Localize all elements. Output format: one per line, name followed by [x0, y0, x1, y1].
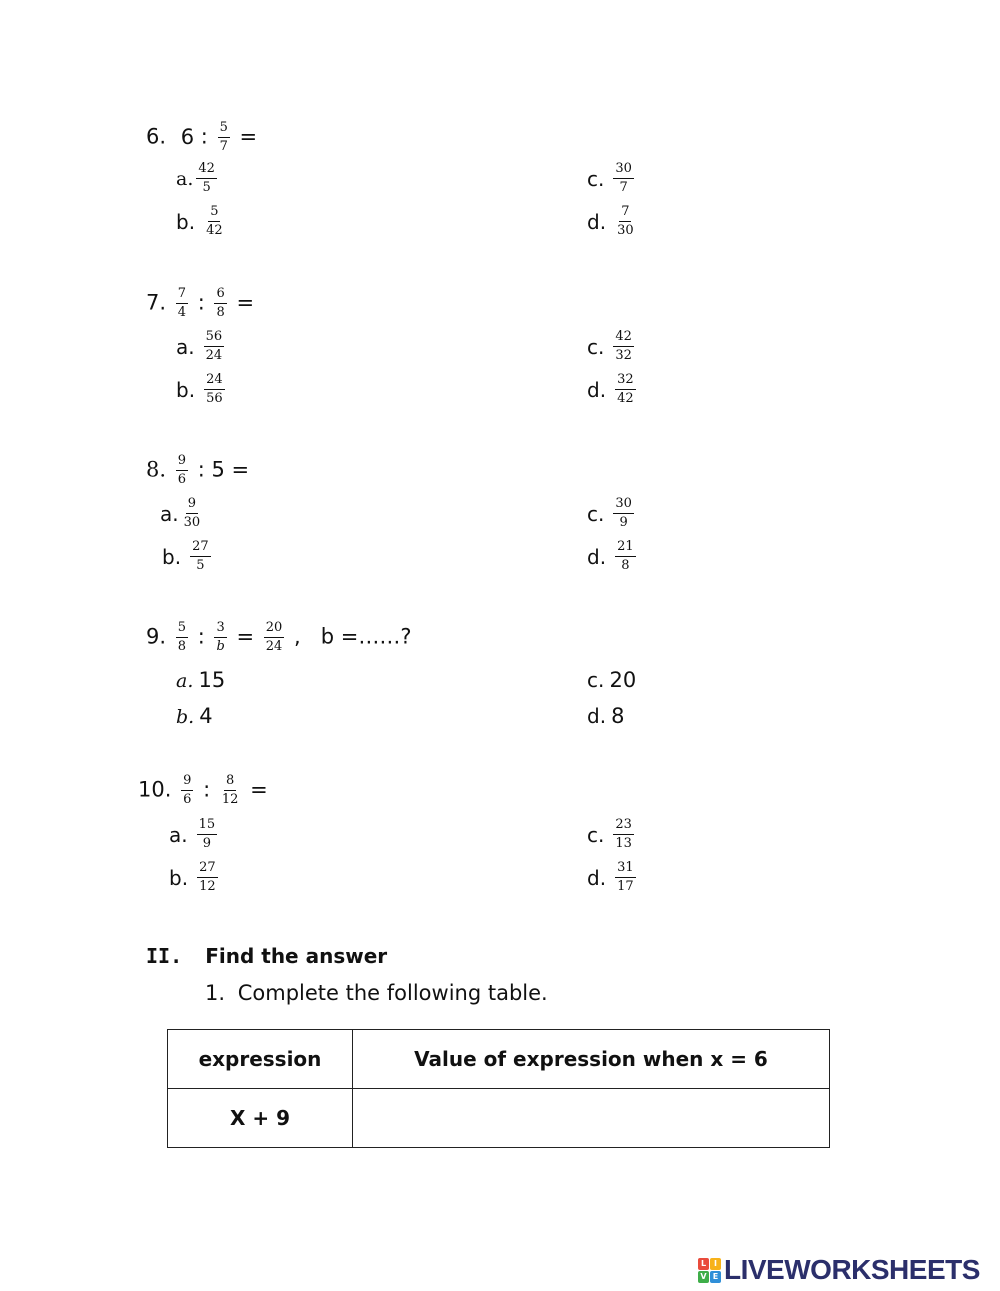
stem-operator: :: [200, 124, 208, 149]
table-cell-expression: X + 9: [168, 1089, 353, 1148]
question-6-option-c[interactable]: [587, 161, 637, 196]
option-fraction: $\frac{56}{24}$: [205, 329, 223, 363]
logo-mark-icon: [698, 1258, 721, 1283]
stem-fraction-1: $\frac{7}{4}$: [177, 286, 187, 320]
option-label: c.: [587, 668, 605, 692]
stem-fraction: $\frac{5}{7}$: [219, 120, 228, 154]
option-label: a.: [169, 822, 188, 847]
option-fraction: $\frac{27}{12}$: [199, 860, 216, 894]
stem-fraction-3: $\frac{20}{24}$: [265, 620, 283, 654]
stem-tail: , b =……?: [294, 624, 412, 649]
table-row: [168, 1089, 830, 1148]
stem-fraction-1: $\frac{5}{8}$: [177, 620, 187, 654]
stem-fraction-2: $\frac{6}{8}$: [216, 286, 225, 320]
question-8-option-c[interactable]: [587, 496, 637, 531]
option-fraction: $\frac{15}{9}$: [198, 817, 216, 851]
option-fraction: $\frac{5}{42}$: [206, 204, 223, 238]
section-numeral: II.: [146, 944, 183, 968]
liveworksheets-logo: [698, 1254, 980, 1286]
option-label: a.: [176, 167, 194, 190]
option-label: a.: [176, 670, 194, 692]
option-fraction: $\frac{42}{32}$: [615, 329, 632, 363]
option-label: c.: [587, 501, 605, 526]
option-value: 8: [611, 704, 625, 728]
question-7-option-d[interactable]: [587, 372, 639, 407]
option-fraction: $\frac{24}{56}$: [206, 372, 223, 406]
option-fraction: $\frac{9}{30}$: [183, 496, 201, 530]
stem-operator: :: [203, 777, 211, 802]
stem-equals: =: [231, 457, 250, 482]
stem-fraction-1: $\frac{9}{6}$: [183, 773, 192, 807]
question-10-option-d[interactable]: [587, 860, 639, 895]
question-8-option-b[interactable]: [162, 539, 214, 574]
option-label: d.: [587, 209, 607, 234]
question-9-option-c[interactable]: [587, 668, 636, 692]
option-fraction: $\frac{32}{42}$: [617, 372, 634, 406]
table-header-row: [168, 1030, 830, 1089]
option-label: a.: [176, 334, 195, 359]
option-label: a.: [160, 501, 179, 526]
option-label: d.: [587, 544, 607, 569]
option-label: b.: [176, 706, 195, 728]
answer-table: [167, 1029, 830, 1148]
question-10-option-b[interactable]: [169, 860, 221, 895]
option-value: 15: [198, 668, 226, 692]
stem-fraction-2: $\frac{8}{12}$: [221, 773, 239, 807]
stem-operator: :: [197, 624, 205, 649]
table-cell-answer[interactable]: [353, 1089, 830, 1148]
option-label: b.: [169, 865, 189, 890]
question-8-option-d[interactable]: [587, 539, 639, 574]
stem-fraction-2: $\frac{3}{b}$: [216, 620, 225, 654]
stem-fraction-1: $\frac{9}{6}$: [177, 453, 187, 487]
option-fraction: $\frac{42}{5}$: [198, 161, 215, 195]
option-label: c.: [587, 334, 605, 359]
instruction-text: Complete the following table.: [237, 981, 548, 1005]
option-fraction: $\frac{30}{9}$: [615, 496, 632, 530]
question-10-option-c[interactable]: [587, 817, 637, 852]
logo-letter-e: E: [710, 1271, 721, 1283]
question-10-option-a[interactable]: [169, 817, 220, 852]
logo-letter-l: L: [698, 1258, 709, 1270]
question-8-stem: [146, 453, 249, 488]
option-value: 4: [199, 704, 213, 728]
option-label: b.: [176, 209, 196, 234]
option-fraction: $\frac{23}{13}$: [615, 817, 632, 851]
section-heading: [146, 944, 387, 968]
option-label: b.: [176, 377, 196, 402]
table-header-value: Value of expression when x = 6: [353, 1030, 830, 1089]
stem-whole: 6: [180, 124, 195, 149]
question-9-option-a[interactable]: [176, 668, 225, 692]
option-label: b.: [162, 544, 182, 569]
question-6-option-d[interactable]: [587, 204, 639, 239]
table-header-expression: expression: [168, 1030, 353, 1089]
stem-whole: 5: [211, 457, 225, 482]
question-8-option-a[interactable]: [160, 496, 205, 531]
section-title: Find the answer: [205, 944, 388, 968]
question-number: 10.: [138, 777, 172, 802]
logo-text: LIVEWORKSHEETS: [724, 1254, 980, 1285]
question-number: 9.: [146, 624, 167, 649]
question-7-option-a[interactable]: [176, 329, 227, 364]
question-9-option-b[interactable]: [176, 704, 213, 728]
option-label: c.: [587, 166, 605, 191]
question-9-option-d[interactable]: [587, 704, 625, 728]
question-7-option-b[interactable]: [176, 372, 228, 407]
question-number: 8.: [146, 457, 167, 482]
option-label: d.: [587, 704, 607, 728]
question-6-option-b[interactable]: [176, 204, 228, 239]
logo-letter-i: I: [710, 1258, 721, 1270]
stem-equals: =: [239, 124, 258, 149]
option-fraction: $\frac{21}{8}$: [617, 539, 634, 573]
question-7-stem: [146, 286, 254, 321]
option-label: d.: [587, 377, 607, 402]
instruction-number: 1.: [205, 981, 226, 1005]
option-fraction: $\frac{31}{17}$: [617, 860, 634, 894]
stem-equals: =: [250, 777, 268, 802]
option-fraction: $\frac{30}{7}$: [615, 161, 632, 195]
logo-letter-v: V: [698, 1271, 709, 1283]
question-9-stem: [146, 620, 411, 655]
stem-operator: :: [197, 290, 205, 315]
stem-equals: =: [236, 624, 255, 649]
option-label: d.: [587, 865, 607, 890]
option-fraction: $\frac{7}{30}$: [617, 204, 634, 238]
question-10-stem: [138, 773, 268, 808]
stem-equals: =: [236, 290, 255, 315]
option-label: c.: [587, 822, 605, 847]
instruction: [205, 981, 548, 1005]
question-6-option-a[interactable]: [176, 161, 220, 196]
question-6-stem: [146, 120, 257, 155]
option-fraction: $\frac{27}{5}$: [192, 539, 209, 573]
option-value: 20: [609, 668, 637, 692]
question-7-option-c[interactable]: [587, 329, 637, 364]
stem-operator: :: [197, 457, 205, 482]
question-number: 6.: [146, 124, 167, 149]
question-number: 7.: [146, 290, 167, 315]
